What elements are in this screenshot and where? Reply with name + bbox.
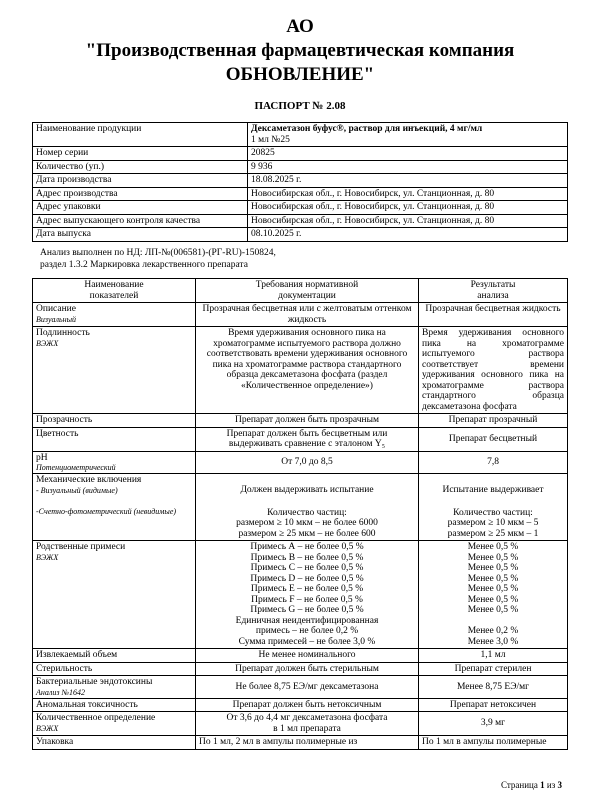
table-row [33, 414, 568, 428]
impurity-requirement: Примесь D – не более 0,5 % [250, 573, 364, 584]
info-label: Количество (уп.) [33, 160, 248, 174]
info-value: Новосибирская обл., г. Новосибирск, ул. Станционная, д. 80 [248, 201, 568, 215]
page-total: 3 [557, 780, 562, 790]
header-indicators [33, 279, 196, 303]
requirement-cell: По 1 мл, 2 мл в ампулы полимерные из [196, 736, 419, 750]
header-text: Требования нормативной [255, 280, 359, 290]
table-row [33, 451, 568, 474]
table-row [33, 736, 568, 750]
company-name-line1: "Производственная фармацевтическая компания [85, 40, 515, 61]
indicator-name: Родственные примеси [36, 542, 126, 552]
info-value: 18.08.2025 г. [248, 174, 568, 188]
analysis-note-line1: Анализ выполнен по НД: ЛП-№(006581)-(РГ-RU)-150824, [40, 248, 276, 258]
indicator-name: Бактериальные эндотоксины [36, 677, 153, 687]
header-requirements [196, 279, 419, 303]
requirement-cell [196, 712, 419, 736]
table-row [33, 662, 568, 676]
company-name-line2: ОБНОВЛЕНИЕ" [225, 64, 375, 85]
analysis-note-line2: раздел 1.3.2 Маркировка лекарственного препарата [40, 260, 248, 270]
indicator-name: Прозрачность [33, 414, 196, 428]
requirement-cell: Препарат должен быть бесцветным или выдерживать сравнение с эталоном Y₅ [196, 427, 419, 451]
result-line: размером ≥ 10 мкм – 5 [447, 518, 539, 528]
table-row [33, 160, 568, 174]
result-line: Испытание выдерживает [442, 485, 544, 495]
impurity-requirement: Примесь С – не более 0,5 % [250, 563, 364, 573]
indicator-method: ВЭЖХ [36, 552, 59, 562]
info-value: 20825 [248, 147, 568, 161]
header-text: показателей [89, 290, 139, 301]
requirement-cell [196, 474, 419, 541]
impurity-requirement: Сумма примесей – не более 3,0 % [238, 636, 376, 647]
requirement-cell: Не менее номинального [196, 649, 419, 663]
result-cell: Препарат прозрачный [419, 414, 568, 428]
specification-table [32, 278, 568, 750]
table-row [33, 174, 568, 188]
indicator-cell [33, 712, 196, 736]
impurity-requirement: примесь – не более 0,2 % [255, 626, 359, 636]
indicator-method: ВЭЖХ [36, 338, 59, 348]
table-row [33, 201, 568, 215]
analysis-note [40, 247, 276, 271]
requirement-line: Количество частиц: [267, 507, 347, 518]
product-name: Дексаметазон буфус®, раствор для инъекций, 4 мг/мл [251, 124, 483, 134]
result-cell [419, 541, 568, 649]
page-footer [501, 780, 562, 790]
header-text: Наименование [84, 280, 144, 290]
info-value: Новосибирская обл., г. Новосибирск, ул. Станционная, д. 80 [248, 187, 568, 201]
impurity-result-spacer [422, 616, 564, 627]
requirement-cell: Препарат должен быть прозрачным [196, 414, 419, 428]
indicator-method: Визуальный [36, 314, 77, 324]
info-value: 08.10.2025 г. [248, 228, 568, 242]
indicator-name: Упаковка [33, 736, 196, 750]
requirement-line: От 3,6 до 4,4 мг дексаметазона фосфата [226, 713, 388, 723]
table-row [33, 541, 568, 649]
info-value [248, 123, 568, 147]
result-cell: 7,8 [419, 451, 568, 474]
impurity-result: Менее 0,5 % [467, 552, 519, 563]
table-row [33, 427, 568, 451]
result-cell: Препарат бесцветный [419, 427, 568, 451]
requirement-line: размером ≥ 10 мкм – не более 6000 [236, 518, 378, 528]
result-cell: Время удерживания основного пика на хроматограмме испытуемого раствора соответствует времени удерживания основного пика на хроматограмме раствора стандартного образца дексаметазона фосфата [419, 327, 568, 414]
indicator-cell [33, 451, 196, 474]
indicator-cell [33, 303, 196, 327]
requirement-cell: Препарат должен быть стерильным [196, 662, 419, 676]
table-row [33, 123, 568, 147]
impurity-result: Менее 0,2 % [467, 626, 519, 636]
result-cell [419, 474, 568, 541]
impurity-result: Менее 0,5 % [467, 573, 519, 584]
indicator-cell [33, 676, 196, 699]
table-row [33, 214, 568, 228]
indicator-name: Извлекаемый объем [33, 649, 196, 663]
indicator-cell [33, 474, 196, 541]
footer-text: Страница [501, 780, 541, 790]
info-label: Адрес производства [33, 187, 248, 201]
impurity-result: Менее 0,5 % [467, 542, 519, 552]
result-line: размером ≥ 25 мкм – 1 [447, 528, 539, 539]
indicator-name: Подлинность [36, 328, 90, 338]
indicator-name: Количественное определение [36, 713, 156, 723]
result-cell: Препарат нетоксичен [419, 698, 568, 712]
indicator-method: - Визуальный (видимые) [36, 485, 118, 495]
impurity-requirement: Примесь Е – не более 0,5 % [250, 584, 364, 594]
info-label: Адрес упаковки [33, 201, 248, 215]
table-row [33, 327, 568, 414]
impurity-requirement: Примесь F – не более 0,5 % [251, 594, 363, 605]
company-form: АО [286, 16, 314, 37]
header-text: документации [278, 290, 336, 301]
requirement-line: Должен выдерживать испытание [240, 485, 374, 495]
requirement-line: размером ≥ 25 мкм – не более 600 [238, 528, 376, 539]
product-pack: 1 мл №25 [251, 134, 290, 145]
table-header-row [33, 279, 568, 303]
impurity-requirement: Примесь В – не более 0,5 % [250, 552, 364, 563]
indicator-name: Цветность [33, 427, 196, 451]
indicator-cell [33, 541, 196, 649]
passport-title: ПАСПОРТ № 2.08 [254, 100, 346, 112]
info-value: 9 936 [248, 160, 568, 174]
header-text: Результаты [470, 280, 516, 290]
result-line: Количество частиц: [453, 507, 533, 518]
header-results [419, 279, 568, 303]
indicator-name: Стерильность [33, 662, 196, 676]
footer-text: из [544, 780, 558, 790]
impurity-requirement: Примесь G – не более 0,5 % [250, 605, 364, 615]
info-label: Адрес выпускающего контроля качества [33, 214, 248, 228]
result-cell: Прозрачная бесцветная жидкость [419, 303, 568, 327]
result-cell: Препарат стерилен [419, 662, 568, 676]
info-label: Номер серии [33, 147, 248, 161]
impurity-requirement: Единичная неидентифицированная [235, 615, 379, 626]
table-row [33, 228, 568, 242]
indicator-method: Потенциометрический [36, 463, 116, 472]
info-label: Наименование продукции [33, 123, 248, 147]
table-row [33, 698, 568, 712]
requirement-cell: Препарат должен быть нетоксичным [196, 698, 419, 712]
indicator-method: -Счетно-фотометрический (невидимые) [36, 506, 177, 516]
page-number: 1 [540, 780, 545, 790]
table-row [33, 303, 568, 327]
indicator-name: Аномальная токсичность [33, 698, 196, 712]
requirement-cell [196, 541, 419, 649]
requirement-cell: От 7,0 до 8,5 [196, 451, 419, 474]
header-text: анализа [477, 290, 509, 301]
table-row [33, 147, 568, 161]
result-cell: Менее 8,75 ЕЭ/мг [419, 676, 568, 699]
table-row [33, 712, 568, 736]
table-row [33, 187, 568, 201]
table-row [33, 474, 568, 541]
table-row [33, 676, 568, 699]
requirement-cell: Прозрачная бесцветная или с желтоватым оттенком жидкость [196, 303, 419, 327]
impurity-result: Менее 0,5 % [467, 605, 519, 615]
info-label: Дата производства [33, 174, 248, 188]
result-cell: 3,9 мг [419, 712, 568, 736]
info-label: Дата выпуска [33, 228, 248, 242]
indicator-name: Описание [36, 304, 76, 314]
impurity-result: Менее 3,0 % [467, 636, 519, 647]
indicator-method: ВЭЖХ [36, 723, 59, 733]
indicator-method: Анализ №1642 [36, 687, 86, 697]
indicator-name: Механические включения [36, 475, 142, 485]
impurity-result: Менее 0,5 % [467, 584, 519, 594]
indicator-cell [33, 327, 196, 414]
product-info-table [32, 122, 568, 242]
requirement-cell: Не более 8,75 ЕЭ/мг дексаметазона [196, 676, 419, 699]
impurity-requirement: Примесь А – не более 0,5 % [250, 542, 364, 552]
table-row [33, 649, 568, 663]
impurity-result: Менее 0,5 % [467, 563, 519, 573]
requirement-cell: Время удерживания основного пика на хроматограмме испытуемого раствора должно соответствовать времени удерживания основного пика на хроматограмме раствора стандартного образца дексаметазона фосфата (раздел «Количественное определение») [196, 327, 419, 414]
indicator-name: pH [36, 452, 48, 463]
impurity-result: Менее 0,5 % [467, 594, 519, 605]
info-value: Новосибирская обл., г. Новосибирск, ул. Станционная, д. 80 [248, 214, 568, 228]
requirement-line: в 1 мл препарата [273, 723, 341, 734]
result-cell: 1,1 мл [419, 649, 568, 663]
result-cell: По 1 мл в ампулы полимерные [419, 736, 568, 750]
